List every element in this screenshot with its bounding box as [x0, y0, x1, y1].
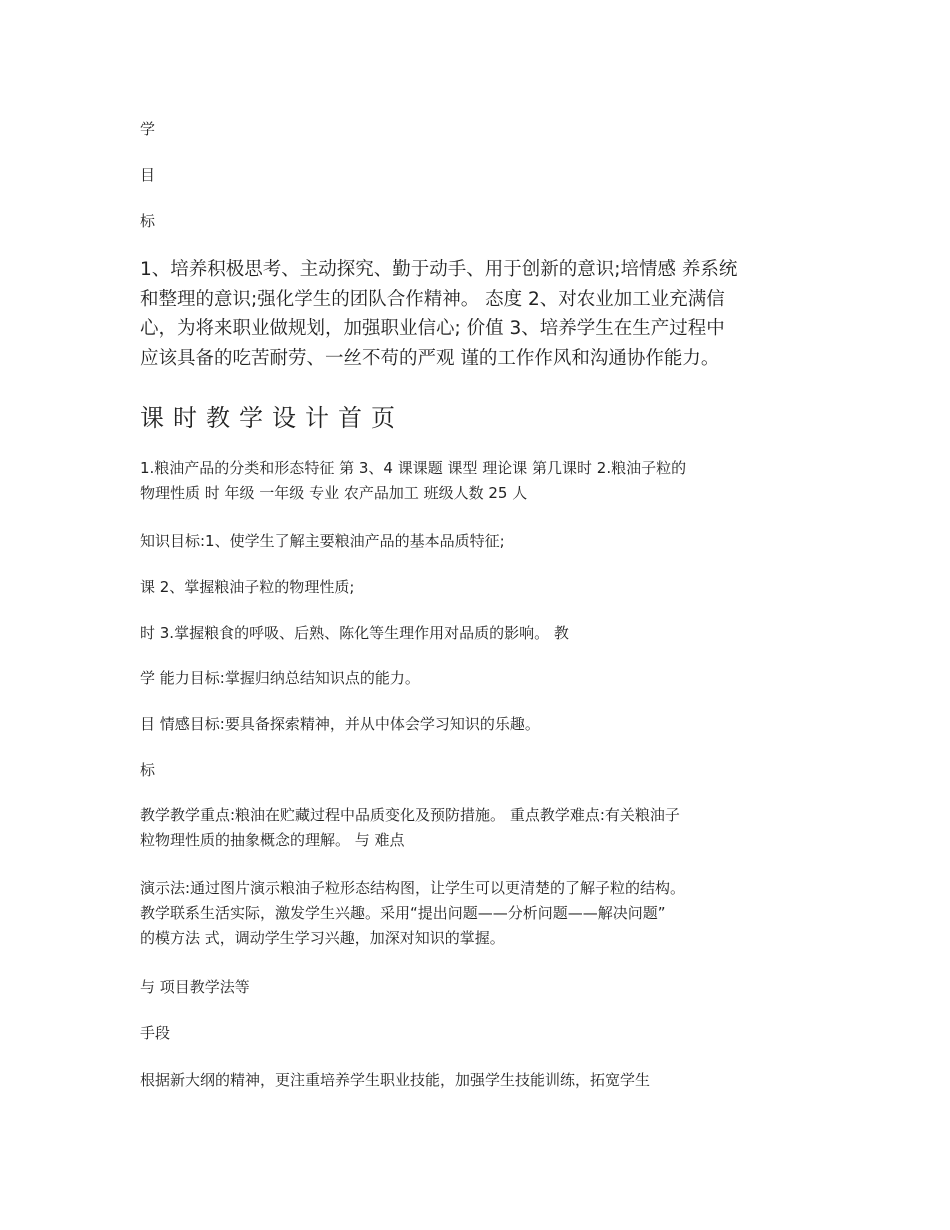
- goals-line: 应该具备的吃苦耐劳、一丝不苟的严观 谨的工作作风和沟通协作能力。: [140, 347, 720, 369]
- header-char-mu: 目: [140, 166, 156, 184]
- objective-line: 标: [140, 761, 156, 779]
- objective-line: 时 3.掌握粮食的呼吸、后熟、陈化等生理作用对品质的影响。 教: [140, 624, 569, 642]
- objective-line: 知识目标:1、使学生了解主要粮油产品的基本品质特征;: [140, 532, 505, 550]
- method-label: 与 项目教学法等: [140, 978, 250, 996]
- goals-line: 和整理的意识;强化学生的团队合作精神。 态度 2、对农业加工业充满信: [140, 288, 725, 310]
- header-char-biao: 标: [140, 212, 156, 230]
- key-points-line: 粒物理性质的抽象概念的理解。 与 难点: [140, 831, 405, 849]
- means-label: 手段: [140, 1024, 171, 1042]
- objective-line: 课 2、掌握粮油子粒的物理性质;: [140, 578, 355, 596]
- methods-paragraph: [140, 876, 820, 951]
- methods-line: 演示法:通过图片演示粮油子粒形态结构图，让学生可以更清楚的了解子粒的结构。: [140, 879, 686, 897]
- course-info-line: 1.粮油产品的分类和形态特征 第 3、4 课课题 课型 理论课 第几课时 2.粮油子粒的: [140, 459, 687, 477]
- header-char-xue: 学: [140, 120, 156, 138]
- key-points-line: 教学教学重点:粮油在贮藏过程中品质变化及预防措施。 重点教学难点:有关粮油子: [140, 806, 680, 824]
- goals-paragraph: [140, 255, 820, 373]
- methods-line: 教学联系生活实际，激发学生兴趣。采用“提出问题——分析问题——解决问题”: [140, 904, 666, 922]
- key-points-paragraph: [140, 803, 820, 853]
- methods-line: 的模方法 式，调动学生学习兴趣，加深对知识的掌握。: [140, 929, 505, 947]
- closing-line: 根据新大纲的精神，更注重培养学生职业技能，加强学生技能训练，拓宽学生: [140, 1071, 651, 1089]
- course-info-paragraph: [140, 456, 820, 506]
- course-info-line: 物理性质 时 年级 一年级 专业 农产品加工 班级人数 25 人: [140, 484, 528, 502]
- section-title: 课时教学设计首页: [140, 404, 404, 432]
- goals-line: 1、培养积极思考、主动探究、勤于动手、用于创新的意识;培情感 养系统: [140, 259, 738, 280]
- goals-line: 心，为将来职业做规划，加强职业信心; 价值 3、培养学生在生产过程中: [140, 318, 725, 339]
- objective-line: 学 能力目标:掌握归纳总结知识点的能力。: [140, 669, 420, 687]
- objective-line: 目 情感目标:要具备探索精神，并从中体会学习知识的乐趣。: [140, 715, 540, 733]
